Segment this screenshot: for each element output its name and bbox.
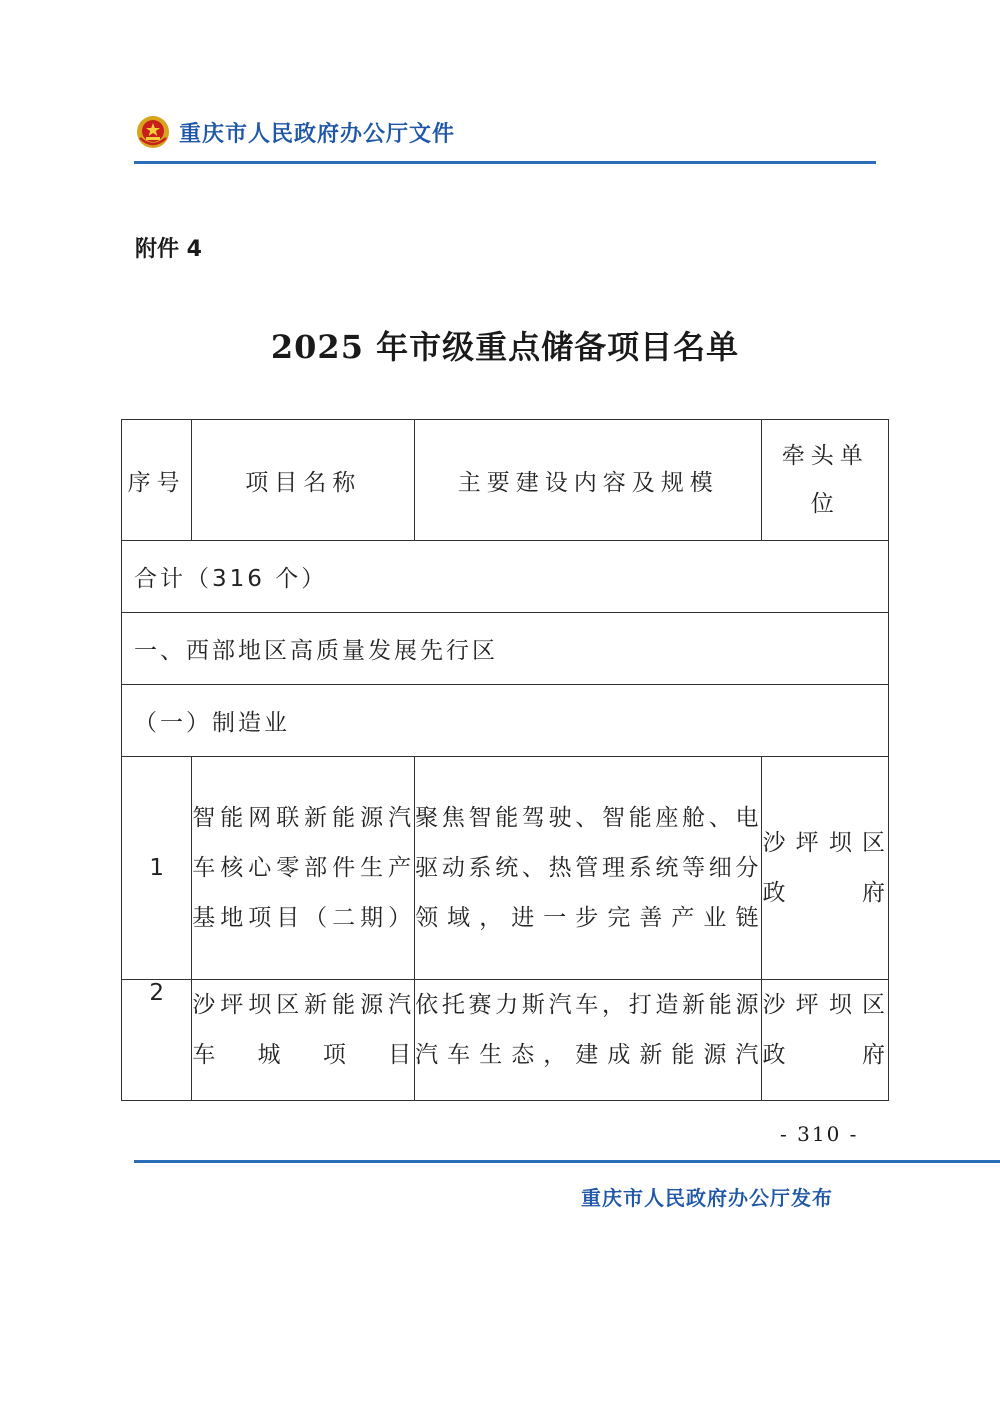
row-seq: 2 — [122, 980, 192, 1101]
row-project-name: 智能网联新能源汽车核心零部件生产基地项目（二期） — [192, 757, 415, 980]
table-row — [122, 980, 889, 1101]
header-title: 重庆市人民政府办公厅文件 — [179, 121, 456, 147]
page-number: - 310 - — [780, 1122, 859, 1146]
subcategory-row — [122, 685, 889, 757]
row-project-name: 沙坪坝区新能源汽车城项目 — [192, 980, 415, 1101]
attachment-label: 附件 4 — [135, 237, 202, 262]
table-row — [122, 757, 889, 980]
total-label: 合计（316 个） — [122, 541, 889, 613]
category-label: 一、西部地区高质量发展先行区 — [122, 613, 889, 685]
row-lead-unit: 沙坪坝区政府 — [762, 980, 889, 1101]
document-title: 2025 年市级重点储备项目名单 — [270, 328, 740, 366]
subcategory-label: （一）制造业 — [122, 685, 889, 757]
footer-publisher: 重庆市人民政府办公厅发布 — [581, 1186, 833, 1210]
total-row — [122, 541, 889, 613]
project-table — [121, 419, 889, 1101]
document-header — [135, 112, 455, 152]
row-lead-unit: 沙坪坝区政府 — [762, 757, 889, 980]
footer-divider — [134, 1160, 1000, 1163]
header-seq: 序号 — [122, 420, 192, 541]
header-content: 主要建设内容及规模 — [415, 420, 762, 541]
header-divider — [134, 161, 876, 164]
row-seq: 1 — [122, 757, 192, 980]
row-content: 聚焦智能驾驶、智能座舱、电驱动系统、热管理系统等细分领域，进一步完善产业链 — [415, 757, 762, 980]
header-lead-unit: 牵头单位 — [762, 420, 889, 541]
category-row — [122, 613, 889, 685]
header-project-name: 项目名称 — [192, 420, 415, 541]
table-header-row — [122, 420, 889, 541]
row-content: 依托赛力斯汽车，打造新能源汽车生态，建成新能源汽 — [415, 980, 762, 1101]
national-emblem-icon — [135, 114, 171, 150]
